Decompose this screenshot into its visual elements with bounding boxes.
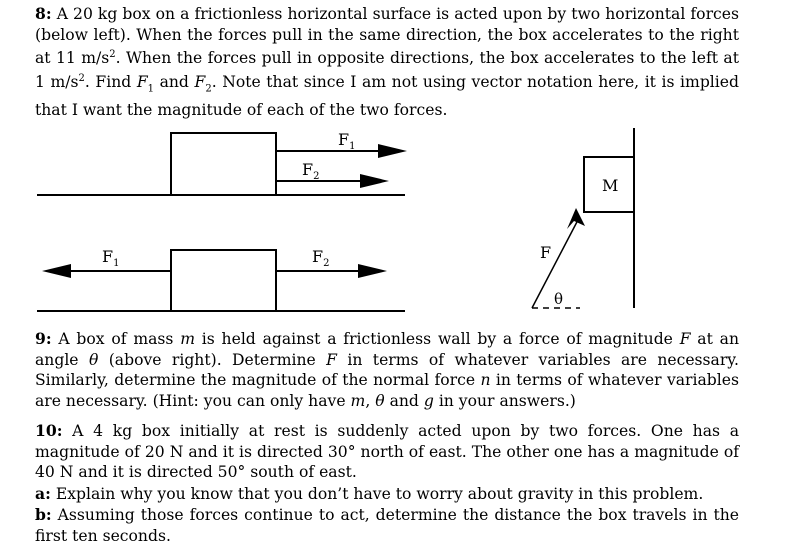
- arrow-f2-top: [276, 174, 389, 188]
- problem-9-number: 9:: [35, 329, 52, 348]
- variable: θ: [88, 350, 99, 369]
- variable: n: [480, 371, 491, 390]
- problem-9-text-part: A box of mass: [58, 330, 181, 348]
- box: [171, 133, 276, 195]
- f1-symbol: F: [136, 73, 148, 92]
- problem-9-text-part: is held against a frictionless wall by a force of magnitude: [195, 330, 680, 348]
- variable: F: [679, 330, 691, 348]
- part-a-label: a:: [35, 484, 51, 503]
- label-f1-bottom: $F_1$: [102, 247, 120, 269]
- part-a-text: [35, 484, 739, 505]
- problem-10-text: [35, 421, 739, 483]
- f2-symbol: F: [194, 73, 206, 92]
- force-label: F: [540, 243, 552, 262]
- subscript: 1: [147, 83, 155, 95]
- variable: m: [180, 330, 195, 348]
- diagram-wall: [532, 128, 634, 308]
- problem-9-text: [35, 329, 739, 412]
- problem-9-text-part: (above right). Determine: [98, 350, 327, 369]
- problem-9-text-part: in terms of whatever variables are necessary. (Hint: you can only have: [35, 371, 739, 411]
- superscript: 2: [78, 73, 85, 85]
- problem-9-text-part: ,: [365, 392, 376, 411]
- mass-label: M: [602, 176, 619, 195]
- variable: g: [423, 392, 434, 411]
- problem-8-text-d: . Note that since I am not using vector notation here, it is implied that I want the magnitude of each of the two forces.: [35, 73, 739, 120]
- problem-8-number: 8:: [35, 4, 52, 23]
- part-b-body: Assuming those forces continue to act, determine the distance the box travels in the first ten seconds.: [35, 506, 739, 545]
- part-b-label: b:: [35, 505, 52, 524]
- subscript: 2: [205, 83, 212, 95]
- problem-9-text-part: and: [384, 392, 424, 411]
- label-f1-top: $F_1$: [338, 130, 356, 152]
- problem-9-text-part: in your answers.): [433, 392, 576, 411]
- label-f2-bottom: $F_2$: [312, 247, 330, 269]
- angle-label: θ: [554, 290, 564, 308]
- part-a-body: Explain why you know that you don’t have to worry about gravity in this problem.: [55, 485, 704, 503]
- part-b-text: [35, 505, 739, 546]
- superscript: 2: [109, 49, 116, 61]
- variable: F: [326, 350, 337, 369]
- problem-8-text-b: . When the forces pull in opposite directions, the box accelerates to the left at 1 m/s: [35, 49, 739, 92]
- problem-8-text-c: . Find: [84, 73, 137, 92]
- variable: m: [350, 392, 366, 411]
- conjunction: and: [154, 73, 195, 92]
- box: [171, 250, 276, 311]
- variable: θ: [375, 392, 385, 411]
- label-f2-top: $F_2$: [302, 160, 320, 182]
- problem-9-text-part: in terms of whatever variables are necessary. Similarly, determine the magnitude of the normal force: [35, 350, 740, 390]
- arrow-f2-bottom: [276, 264, 387, 278]
- problem-10-number: 10:: [35, 421, 63, 440]
- diagram-opposite-direction: [37, 247, 405, 311]
- diagram-same-direction: [37, 130, 407, 195]
- problem-10-body: A 4 kg box initially at rest is suddenly acted upon by two forces. One has a magnitude of 20 N and it is directed 30° north of east. The other one has a magnitude of 40 N and it is directed 50° south of east.: [35, 422, 739, 482]
- arrow-f1-bottom: [42, 264, 171, 278]
- problem-8-text-a: A 20 kg box on a frictionless horizontal surface is acted upon by two horizontal forces (below left). When the forces pull in the same direction, the box accelerates to the right at 11 m/s: [35, 5, 739, 68]
- problem-9-text-part: at an angle: [35, 330, 739, 369]
